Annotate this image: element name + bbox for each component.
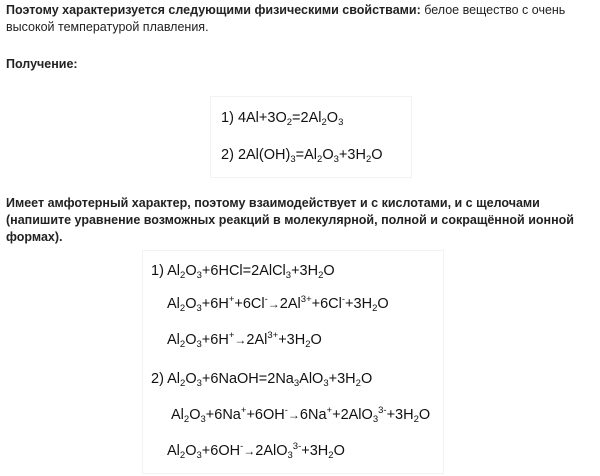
preparation-heading: Получение: — [6, 57, 78, 71]
arrow-icon: → — [287, 408, 300, 422]
arrow-icon: → — [234, 333, 247, 347]
equation-prep-2: 2) $2Al(OH)_3=Al_2O_3+3H_2O$ — [221, 147, 383, 165]
arrow-icon: → — [267, 297, 280, 311]
amphoteric-equations-box — [142, 250, 444, 474]
equation-acid-molecular: 1) $Al_2O_3+6HCl=2AlCl_3+3H_2O$ — [151, 263, 335, 281]
equation-base-molecular: 2) $Al_2O_3+6NaOH=2Na_3AlO_3+3H_2O$ — [151, 371, 373, 389]
equation-acid-short-ionic: $Al_2O_3+6H^+\to 2Al^{3+}+3H_2O$ — [167, 330, 322, 350]
intro-bold: Поэтому характеризуется следующими физическими свойствами: — [6, 3, 421, 17]
intro-paragraph — [6, 2, 592, 36]
equation-base-full-ionic: $Al_2O_3+6Na^++6OH^-\to 6Na^++2AlO_3^{3-}+3H_2O$ — [171, 405, 431, 425]
arrow-icon: → — [243, 444, 256, 458]
amphoteric-paragraph: Имеет амфотерный характер, поэтому взаимодействует и с кислотами, и с щелочами (напишите уравнение возможных реакций в молекулярной, полной и сокращённой ионной формах). — [6, 196, 574, 244]
equation-acid-full-ionic: $Al_2O_3+6H^++6Cl^-\to 2Al^{3+}+6Cl^-+3H_2O$ — [167, 294, 389, 314]
intro-rest: белое вещество с очень высокой температурой плавления. — [6, 3, 566, 34]
equation-prep-1: 1) $4Al+3O_2=2Al_2O_3$ — [221, 110, 344, 128]
preparation-equations-box — [210, 96, 412, 178]
equation-base-short-ionic: $Al_2O_3+6OH^-\to 2AlO_3^{3-}+3H_2O$ — [167, 441, 345, 461]
